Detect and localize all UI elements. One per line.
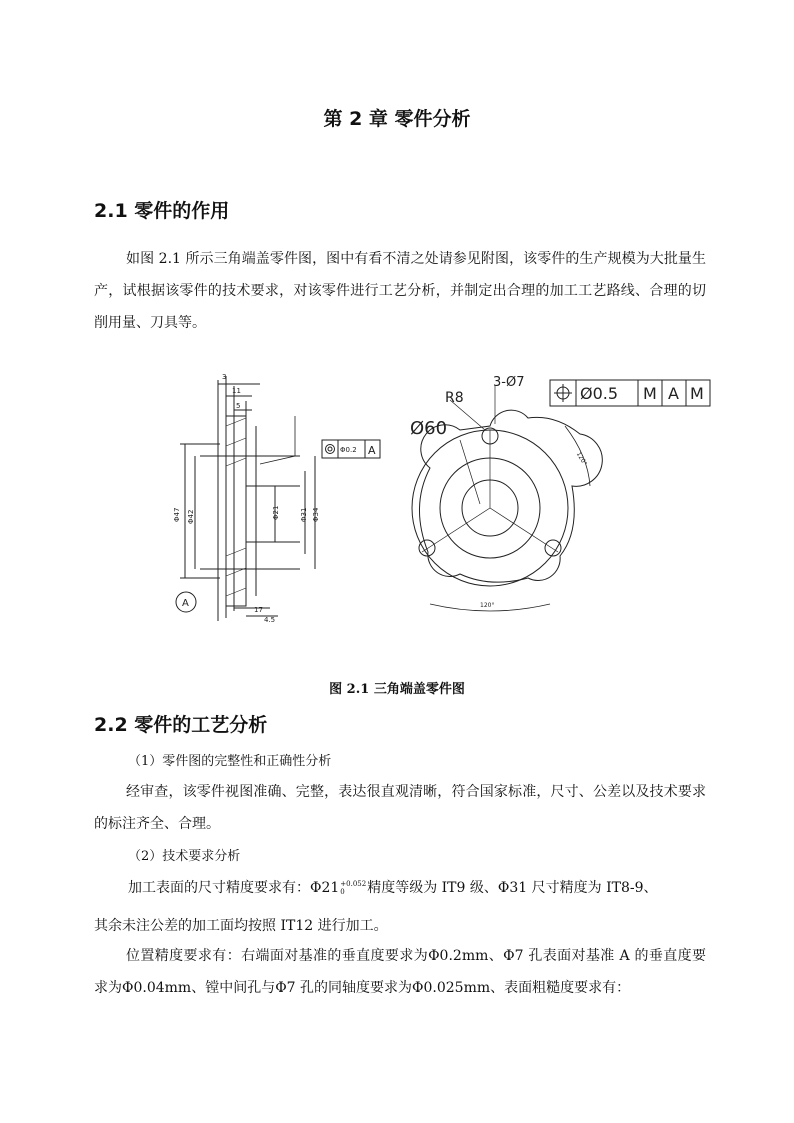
tolerance-upper: +0.052 bbox=[340, 880, 367, 888]
dim-top3: 5 bbox=[236, 402, 241, 410]
dim-phi47: Φ47 bbox=[173, 507, 181, 522]
completeness-paragraph: 经审查，该零件视图准确、完整，表达很直观清晰，符合国家标准，尺寸、公差以及技术要求的标注齐全、合理。 bbox=[94, 784, 706, 832]
mmc-modifier-2: M bbox=[690, 384, 704, 403]
dim-b1: 17 bbox=[254, 606, 263, 614]
dim-phi21: Φ21 bbox=[272, 505, 280, 520]
right-front-view bbox=[412, 380, 710, 611]
dim-top1: 3 bbox=[222, 373, 227, 381]
angle-right: 120° bbox=[574, 450, 589, 467]
dim-phi31: Φ31 bbox=[300, 507, 308, 522]
part-drawing-figure bbox=[160, 356, 720, 632]
item-completeness: （1）零件图的完整性和正确性分析 bbox=[128, 754, 332, 769]
holes-3-phi7: 3-Ø7 bbox=[493, 375, 525, 390]
left-section-view bbox=[176, 376, 380, 621]
section-2-1-paragraph: 如图 2.1 所示三角端盖零件图，图中有看不清之处请参见附图，该零件的生产规模为大批量生产，试根据该零件的技术要求，对该零件进行工艺分析，并制定出合理的加工工艺路线、合理的切削用量、刀具等。 bbox=[94, 251, 706, 331]
tolerance-lower: 0 bbox=[340, 888, 345, 896]
position-tolerance: Ø0.5 bbox=[580, 384, 619, 403]
dim-phi34: Φ34 bbox=[312, 507, 320, 522]
section-heading-2-1: 2.1 零件的作用 bbox=[94, 200, 230, 222]
dim-phi42: Φ42 bbox=[187, 509, 195, 524]
section-heading-2-2: 2.2 零件的工艺分析 bbox=[94, 714, 268, 736]
datum-a-ref: A bbox=[668, 384, 679, 403]
dim-top2: 11 bbox=[232, 387, 241, 395]
fcf-datum: A bbox=[368, 444, 376, 457]
dimension-accuracy-line bbox=[128, 877, 657, 897]
position-accuracy-paragraph: 位置精度要求有：右端面对基准的垂直度要求为Φ0.2mm、Φ7 孔表面对基准 A 的垂直度要求为Φ0.04mm、镗中间孔与Φ7 孔的同轴度要求为Φ0.025mm、表面粗糙度要求有： bbox=[94, 948, 706, 996]
dimension-accuracy-line2: 其余未注公差的加工面均按照 IT12 进行加工。 bbox=[94, 918, 388, 934]
item-technical-requirements: （2）技术要求分析 bbox=[128, 849, 241, 864]
mmc-modifier-1: M bbox=[643, 384, 657, 403]
chapter-title: 第 2 章 零件分析 bbox=[323, 108, 471, 130]
fcf-tolerance: Φ0.2 bbox=[340, 446, 357, 454]
datum-a-label: A bbox=[182, 598, 189, 609]
radius-r8: R8 bbox=[445, 390, 464, 406]
dimension-accuracy-text-a: 加工表面的尺寸精度要求有：Φ21 bbox=[128, 880, 340, 896]
figure-caption: 图 2.1 三角端盖零件图 bbox=[329, 682, 465, 697]
dim-b2: 4.5 bbox=[264, 616, 276, 624]
angle-bottom: 120° bbox=[480, 602, 495, 609]
diameter-phi60: Ø60 bbox=[410, 418, 448, 439]
tolerance-fraction bbox=[340, 880, 366, 896]
dimension-accuracy-text-b: 精度等级为 IT9 级、Φ31 尺寸精度为 IT8-9、 bbox=[367, 880, 658, 896]
